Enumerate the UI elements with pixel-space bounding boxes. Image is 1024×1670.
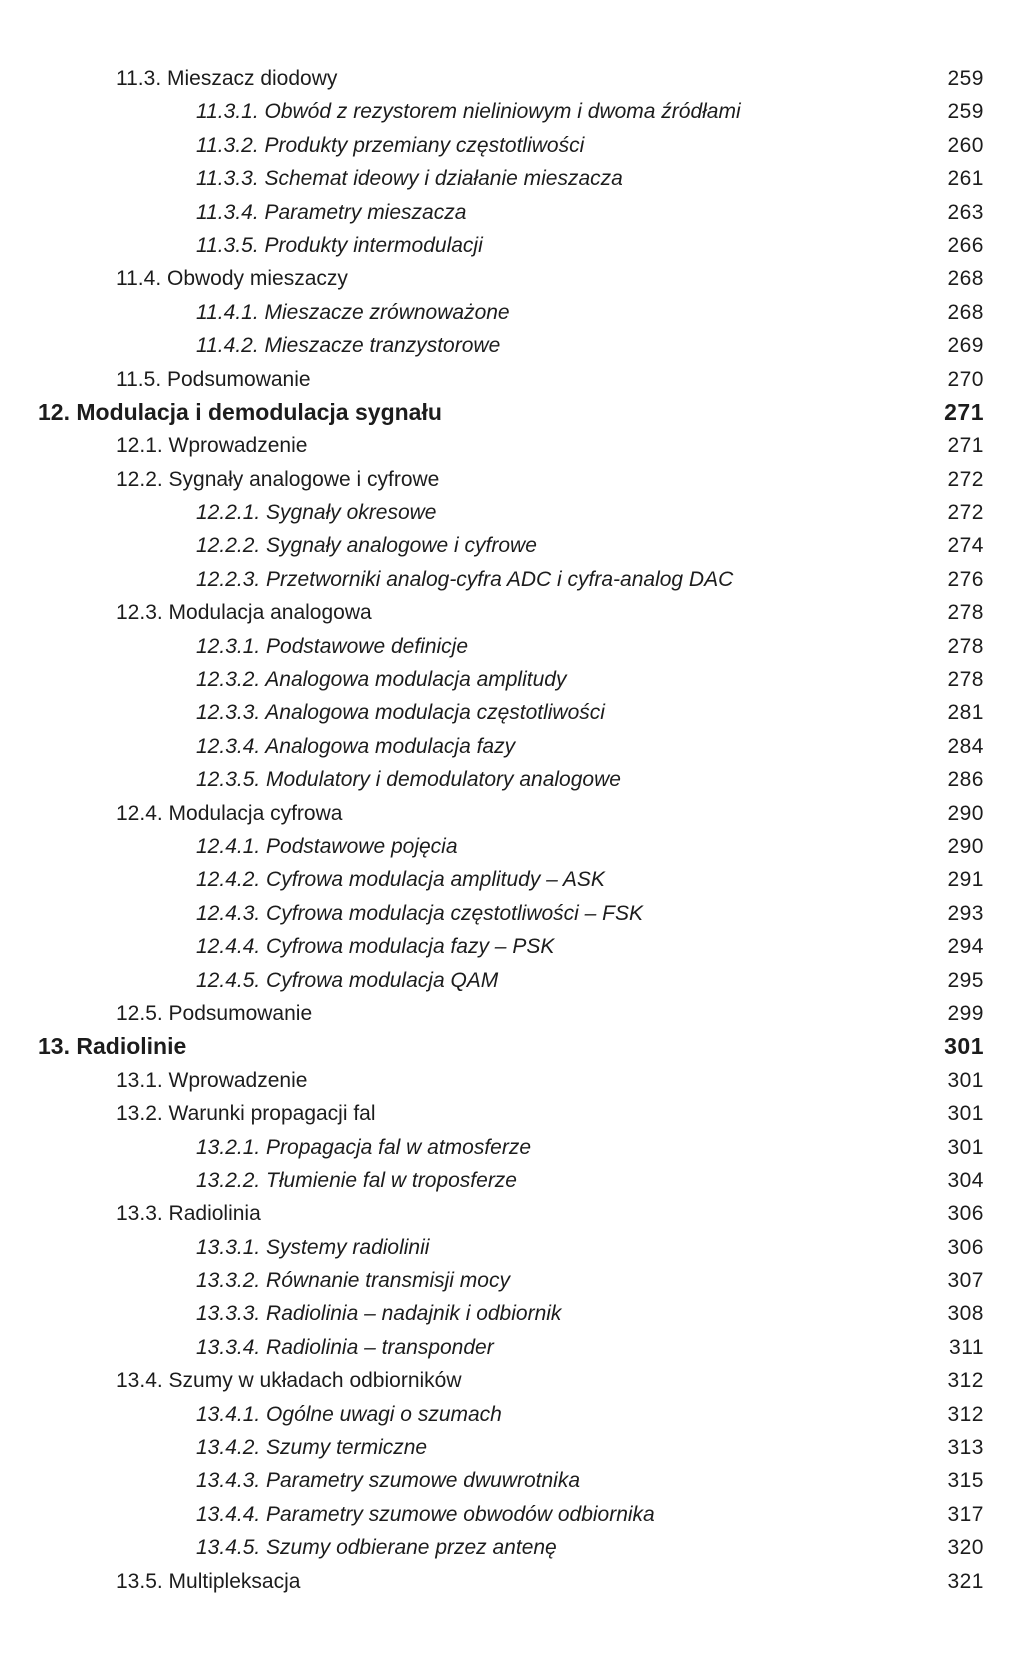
toc-entry-title: 11.4.2. Mieszacze tranzystorowe xyxy=(196,334,501,358)
toc-entry-title: 12.4.1. Podstawowe pojęcia xyxy=(196,834,458,858)
toc-page-number: 299 xyxy=(947,1001,984,1025)
toc-entry-title: 11.3.3. Schemat ideowy i działanie mieszacza xyxy=(196,167,623,191)
toc-entry-title: 11.3.4. Parametry mieszacza xyxy=(196,200,467,224)
toc-page-number: 269 xyxy=(947,334,984,358)
toc-subsection-row xyxy=(0,329,1024,362)
toc-entry-title: 12. Modulacja i demodulacja sygnału xyxy=(38,398,442,425)
toc-subsection-row xyxy=(0,1531,1024,1564)
toc-page-number: 295 xyxy=(947,968,984,992)
toc-subsection-row xyxy=(0,529,1024,562)
toc-subsection-row xyxy=(0,1498,1024,1531)
toc-entry-title: 12.5. Podsumowanie xyxy=(116,1001,313,1025)
toc-chapter-row xyxy=(0,396,1024,429)
toc-page-number: 268 xyxy=(947,300,984,324)
toc-subsection-row xyxy=(0,1131,1024,1164)
toc-page-number: 301 xyxy=(947,1102,984,1126)
toc-subsection-row xyxy=(0,897,1024,930)
toc-subsection-row xyxy=(0,964,1024,997)
toc-page-number: 294 xyxy=(947,935,984,959)
toc-section-row xyxy=(0,1064,1024,1097)
toc-entry-title: 13.3.1. Systemy radiolinii xyxy=(196,1235,430,1259)
toc-subsection-row xyxy=(0,763,1024,796)
toc-entry-title: 13.3.3. Radiolinia – nadajnik i odbiornik xyxy=(196,1302,562,1326)
toc-page-number: 312 xyxy=(947,1402,984,1426)
toc-page-number: 272 xyxy=(947,467,984,491)
toc-page-number: 321 xyxy=(947,1569,984,1593)
toc-subsection-row xyxy=(0,1464,1024,1497)
toc-subsection-row xyxy=(0,730,1024,763)
toc-entry-title: 13.2.2. Tłumienie fal w troposferze xyxy=(196,1168,517,1192)
toc-subsection-row xyxy=(0,129,1024,162)
toc-section-row xyxy=(0,463,1024,496)
toc-entry-title: 12.3.2. Analogowa modulacja amplitudy xyxy=(196,668,567,692)
toc-entry-title: 11.3.1. Obwód z rezystorem nieliniowym i dwoma źródłami xyxy=(196,100,741,124)
toc-section-row xyxy=(0,62,1024,95)
toc-entry-title: 13.1. Wprowadzenie xyxy=(116,1068,308,1092)
toc-subsection-row xyxy=(0,1164,1024,1197)
toc-subsection-row xyxy=(0,863,1024,896)
toc-entry-title: 13. Radiolinie xyxy=(38,1033,187,1060)
toc-entry-title: 12.4.5. Cyfrowa modulacja QAM xyxy=(196,968,499,992)
toc-page-number: 290 xyxy=(947,834,984,858)
toc-page-number: 278 xyxy=(947,634,984,658)
toc-entry-title: 13.4.2. Szumy termiczne xyxy=(196,1436,428,1460)
toc-entry-title: 12.2. Sygnały analogowe i cyfrowe xyxy=(116,467,440,491)
toc-entry-title: 12.2.3. Przetworniki analog-cyfra ADC i cyfra-analog DAC xyxy=(196,567,734,591)
toc-page-number: 290 xyxy=(947,801,984,825)
toc-page-number: 286 xyxy=(947,768,984,792)
toc-entry-title: 12.4.2. Cyfrowa modulacja amplitudy – ASK xyxy=(196,868,605,892)
toc-entry-title: 13.3.2. Równanie transmisji mocy xyxy=(196,1269,510,1293)
toc-entry-title: 13.4.1. Ogólne uwagi o szumach xyxy=(196,1402,502,1426)
toc-entry-title: 12.2.1. Sygnały okresowe xyxy=(196,501,437,525)
toc-subsection-row xyxy=(0,1398,1024,1431)
toc-subsection-row xyxy=(0,1264,1024,1297)
toc-page-number: 306 xyxy=(947,1235,984,1259)
toc-page-number: 261 xyxy=(947,167,984,191)
toc-entry-title: 11.3.5. Produkty intermodulacji xyxy=(196,233,483,257)
toc-page-number: 260 xyxy=(947,133,984,157)
toc-entry-title: 13.4. Szumy w układach odbiorników xyxy=(116,1369,462,1393)
toc-page-number: 312 xyxy=(947,1369,984,1393)
toc-section-row xyxy=(0,797,1024,830)
toc-page-number: 301 xyxy=(947,1135,984,1159)
toc-subsection-row xyxy=(0,496,1024,529)
toc-subsection-row xyxy=(0,296,1024,329)
toc-page-number: 271 xyxy=(944,398,984,425)
table-of-contents xyxy=(0,62,1024,1598)
toc-entry-title: 12.1. Wprowadzenie xyxy=(116,434,308,458)
toc-entry-title: 13.4.3. Parametry szumowe dwuwrotnika xyxy=(196,1469,580,1493)
toc-section-row xyxy=(0,429,1024,462)
toc-page-number: 272 xyxy=(947,501,984,525)
toc-entry-title: 13.4.5. Szumy odbierane przez antenę xyxy=(196,1536,557,1560)
toc-entry-title: 12.4.3. Cyfrowa modulacja częstotliwości – FSK xyxy=(196,901,644,925)
toc-subsection-row xyxy=(0,95,1024,128)
toc-subsection-row xyxy=(0,663,1024,696)
toc-entry-title: 13.2. Warunki propagacji fal xyxy=(116,1102,376,1126)
toc-entry-title: 11.3. Mieszacz diodowy xyxy=(116,67,338,90)
toc-section-row xyxy=(0,1097,1024,1130)
toc-page-number: 317 xyxy=(947,1502,984,1526)
toc-section-row xyxy=(0,1364,1024,1397)
toc-entry-title: 11.5. Podsumowanie xyxy=(116,367,311,391)
toc-page-number: 270 xyxy=(947,367,984,391)
toc-page-number: 315 xyxy=(947,1469,984,1493)
toc-page-number: 278 xyxy=(947,668,984,692)
toc-entry-title: 12.4. Modulacja cyfrowa xyxy=(116,801,343,825)
toc-page-number: 266 xyxy=(947,233,984,257)
toc-entry-title: 13.3. Radiolinia xyxy=(116,1202,261,1226)
toc-page-number: 281 xyxy=(947,701,984,725)
toc-subsection-row xyxy=(0,162,1024,195)
toc-subsection-row xyxy=(0,1431,1024,1464)
toc-entry-title: 12.3.3. Analogowa modulacja częstotliwości xyxy=(196,701,605,725)
toc-entry-title: 12.3. Modulacja analogowa xyxy=(116,601,372,625)
toc-entry-title: 13.3.4. Radiolinia – transponder xyxy=(196,1335,494,1359)
toc-section-row xyxy=(0,363,1024,396)
toc-section-row xyxy=(0,262,1024,295)
toc-page-number: 271 xyxy=(947,434,984,458)
toc-section-row xyxy=(0,997,1024,1030)
toc-section-row xyxy=(0,596,1024,629)
toc-page-number: 311 xyxy=(949,1335,984,1359)
toc-entry-title: 12.3.5. Modulatory i demodulatory analogowe xyxy=(196,768,621,792)
toc-page-number: 278 xyxy=(947,601,984,625)
toc-page-number: 307 xyxy=(947,1269,984,1293)
toc-chapter-row xyxy=(0,1030,1024,1063)
toc-section-row xyxy=(0,1565,1024,1598)
toc-entry-title: 12.2.2. Sygnały analogowe i cyfrowe xyxy=(196,534,537,558)
toc-page-number: 293 xyxy=(947,901,984,925)
toc-subsection-row xyxy=(0,1331,1024,1364)
toc-page-number: 301 xyxy=(947,1068,984,1092)
toc-entry-title: 11.4.1. Mieszacze zrównoważone xyxy=(196,300,510,324)
toc-entry-title: 13.4.4. Parametry szumowe obwodów odbiornika xyxy=(196,1502,655,1526)
toc-entry-title: 12.3.1. Podstawowe definicje xyxy=(196,634,469,658)
toc-page-number: 308 xyxy=(947,1302,984,1326)
toc-subsection-row xyxy=(0,563,1024,596)
toc-subsection-row xyxy=(0,930,1024,963)
toc-subsection-row xyxy=(0,830,1024,863)
toc-page-number: 259 xyxy=(947,67,984,90)
toc-entry-title: 11.3.2. Produkty przemiany częstotliwości xyxy=(196,133,585,157)
toc-section-row xyxy=(0,1197,1024,1230)
toc-page-number: 291 xyxy=(947,868,984,892)
toc-page-number: 306 xyxy=(947,1202,984,1226)
toc-subsection-row xyxy=(0,1297,1024,1330)
toc-entry-title: 13.5. Multipleksacja xyxy=(116,1569,301,1593)
toc-entry-title: 12.4.4. Cyfrowa modulacja fazy – PSK xyxy=(196,935,555,959)
toc-subsection-row xyxy=(0,196,1024,229)
toc-subsection-row xyxy=(0,229,1024,262)
toc-page-number: 304 xyxy=(947,1168,984,1192)
toc-subsection-row xyxy=(0,1231,1024,1264)
toc-page-number: 284 xyxy=(947,734,984,758)
toc-page-number: 313 xyxy=(947,1436,984,1460)
toc-page-number: 320 xyxy=(947,1536,984,1560)
toc-page-number: 274 xyxy=(947,534,984,558)
toc-entry-title: 13.2.1. Propagacja fal w atmosferze xyxy=(196,1135,532,1159)
toc-entry-title: 11.4. Obwody mieszaczy xyxy=(116,267,348,291)
toc-subsection-row xyxy=(0,630,1024,663)
toc-page-number: 259 xyxy=(947,100,984,124)
toc-page-number: 263 xyxy=(947,200,984,224)
toc-entry-title: 12.3.4. Analogowa modulacja fazy xyxy=(196,734,516,758)
toc-page-number: 276 xyxy=(947,567,984,591)
toc-page-number: 268 xyxy=(947,267,984,291)
toc-subsection-row xyxy=(0,696,1024,729)
toc-page-number: 301 xyxy=(944,1033,984,1060)
